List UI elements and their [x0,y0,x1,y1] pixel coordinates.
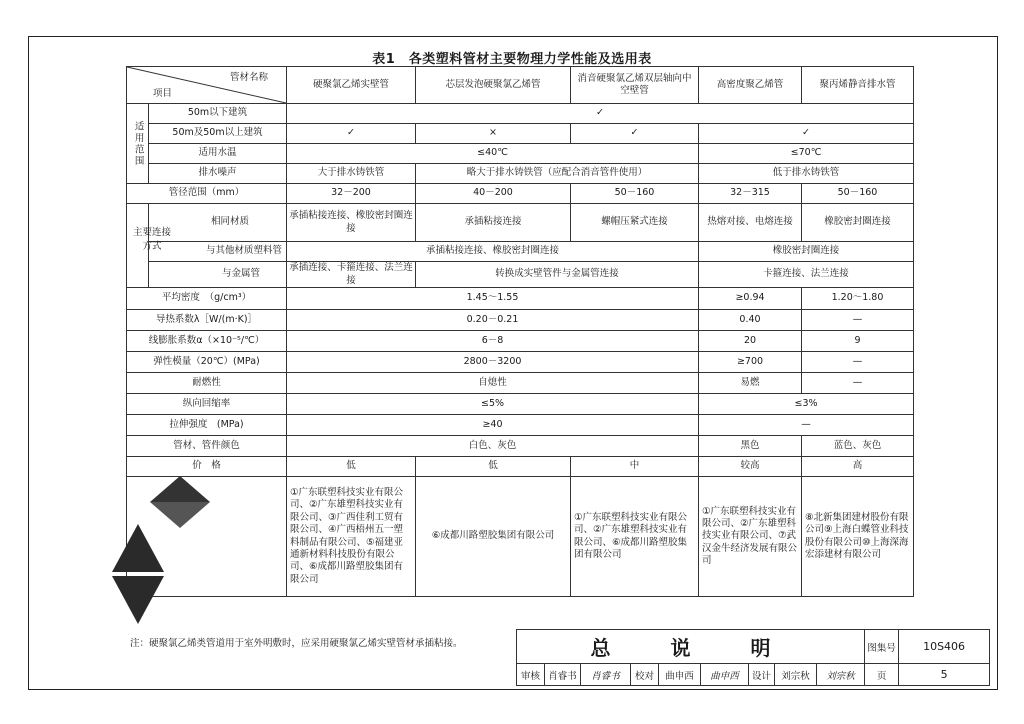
review-signature: 肖睿书 [581,664,631,686]
check-name: 曲申西 [659,664,701,686]
supplier-cell: ⑧北新集团建材股份有限公司⑨上海白蝶管业科技股份有限公司⑩上海深海宏添建材有限公司 [802,477,914,597]
table-cell: ✓ [287,124,416,144]
row-label: 与金属管 [149,262,287,288]
page-label: 页 [865,664,899,686]
table-cell: — [802,352,914,373]
atlas-number: 10S406 [899,630,990,664]
table-cell: 32－200 [287,184,416,204]
table-cell: 略大于排水铸铁管（应配合消音管件使用） [416,164,699,184]
table-cell: 20 [699,331,802,352]
table-cell: 承插粘接连接、橡胶密封圈连接 [287,242,699,262]
table-cell: ✓ [571,124,699,144]
table-cell: 承插粘接连接、橡胶密封圈连接 [287,204,416,242]
connection-group: 主要连接方式 [132,227,171,253]
table-cell: 0.20－0.21 [287,310,699,331]
row-label: 拉伸强度 (MPa) [127,415,287,436]
table-cell: 6－8 [287,331,699,352]
table-cell: ≥700 [699,352,802,373]
table-cell: 40－200 [416,184,571,204]
table-cell: ≥40 [287,415,699,436]
design-signature: 刘宗秋 [817,664,865,686]
row-label: 管材、管件颜色 [127,436,287,457]
table-cell: — [802,373,914,394]
header-pipe-5: 聚丙烯静音排水管 [802,67,914,104]
table-cell: 蓝色、灰色 [802,436,914,457]
table-cell: 橡胶密封圈连接 [699,242,914,262]
table-cell: 低于排水铸铁管 [699,164,914,184]
table-cell: ≥0.94 [699,288,802,310]
row-label: 线膨胀系数α（×10⁻⁵/℃） [127,331,287,352]
row-label: 弹性模量（20℃）(MPa) [127,352,287,373]
table-cell: 低 [416,457,571,477]
table-cell: 大于排水铸铁管 [287,164,416,184]
table-cell: 低 [287,457,416,477]
check-label: 校对 [631,664,659,686]
row-label: 管径范围（mm） [127,184,287,204]
title-block [516,629,990,686]
header-pipe-3: 消音硬聚氯乙烯双层轴向中空壁管 [571,67,699,104]
registration-mark-icon [150,476,210,528]
table-cell: 9 [802,331,914,352]
row-label-same: 相同材质 [211,216,250,228]
table-cell: 易燃 [699,373,802,394]
table-cell: 螺帽压紧式连接 [571,204,699,242]
table-cell: ≤3% [699,394,914,415]
header-pipe-4: 高密度聚乙烯管 [699,67,802,104]
sheet-title: 总 说 明 [517,630,865,664]
table-cell: 0.40 [699,310,802,331]
table-cell: 32－315 [699,184,802,204]
table-cell: ≤5% [287,394,699,415]
registration-mark-icon [112,524,164,624]
table-cell: 橡胶密封圈连接 [802,204,914,242]
table-cell: 承插粘接连接 [416,204,571,242]
table-title: 表1 各类塑料管材主要物理力学性能及选用表 [372,52,652,67]
review-name: 肖睿书 [545,664,581,686]
table-cell: ✓ [699,124,914,144]
table-cell: 50－160 [571,184,699,204]
row-label: 适用水温 [149,144,287,164]
header-item: 项目 [153,87,173,99]
row-label: 耐燃性 [127,373,287,394]
table-cell: ≤70℃ [699,144,914,164]
table-cell: × [416,124,571,144]
table-cell: 白色、灰色 [287,436,699,457]
table-cell: — [802,310,914,331]
review-label: 审核 [517,664,545,686]
header-corner [127,67,287,104]
page-number: 5 [899,664,990,686]
row-label: 与其他材质塑料管 [149,242,287,262]
table-cell: 转换成实壁管件与金属管连接 [416,262,699,288]
table-cell: ✓ [287,104,914,124]
row-label: 导热系数λ［W/(m·K)］ [127,310,287,331]
table-cell: 承插连接、卡箍连接、法兰连接 [287,262,416,288]
footnote: 注：硬聚氯乙烯类管道用于室外明敷时，应采用硬聚氯乙烯实壁管材承插粘接。 [130,638,463,649]
table-cell: 高 [802,457,914,477]
table-cell: 热熔对接、电熔连接 [699,204,802,242]
table-cell: 1.20～1.80 [802,288,914,310]
table-cell: 卡箍连接、法兰连接 [699,262,914,288]
table-cell: 50－160 [802,184,914,204]
header-pipe-1: 硬聚氯乙烯实壁管 [287,67,416,104]
performance-table [126,66,914,597]
design-name: 刘宗秋 [775,664,817,686]
supplier-cell: ①广东联塑科技实业有限公司、②广东雄塑科技实业有限公司、⑥成都川路塑胶集团有限公司 [571,477,699,597]
header-pipe-2: 芯层发泡硬聚氯乙烯管 [416,67,571,104]
table-cell: 2800－3200 [287,352,699,373]
table-cell: 自熄性 [287,373,699,394]
row-label: 平均密度 （g/cm³） [127,288,287,310]
row-label: 价 格 [127,457,287,477]
row-label: 50m以下建筑 [149,104,287,124]
row-label: 纵向回缩率 [127,394,287,415]
table-cell: — [699,415,914,436]
table-cell: 中 [571,457,699,477]
table-cell: 黑色 [699,436,802,457]
supplier-cell: ①广东联塑科技实业有限公司、②广东雄塑科技实业有限公司、③广西佳利工贸有限公司、④广西梧州五一塑料制品有限公司、⑤福建亚通新材料科技股份有限公司、⑥成都川路塑胶集团有限公司 [287,477,416,597]
check-signature: 曲申西 [701,664,749,686]
header-pipe-name: 管材名称 [229,72,268,83]
design-label: 设计 [749,664,775,686]
table-cell: ≤40℃ [287,144,699,164]
row-label: 50m及50m以上建筑 [149,124,287,144]
supplier-cell: ⑥成都川路塑胶集团有限公司 [416,477,571,597]
supplier-cell: ①广东联塑科技实业有限公司、②广东雄塑科技实业有限公司、⑦武汉金牛经济发展有限公司 [699,477,802,597]
row-label: 排水噪声 [149,164,287,184]
table-cell: 较高 [699,457,802,477]
table-cell: 1.45～1.55 [287,288,699,310]
atlas-label: 图集号 [865,630,899,664]
scope-group: 适用范围 [127,104,149,184]
